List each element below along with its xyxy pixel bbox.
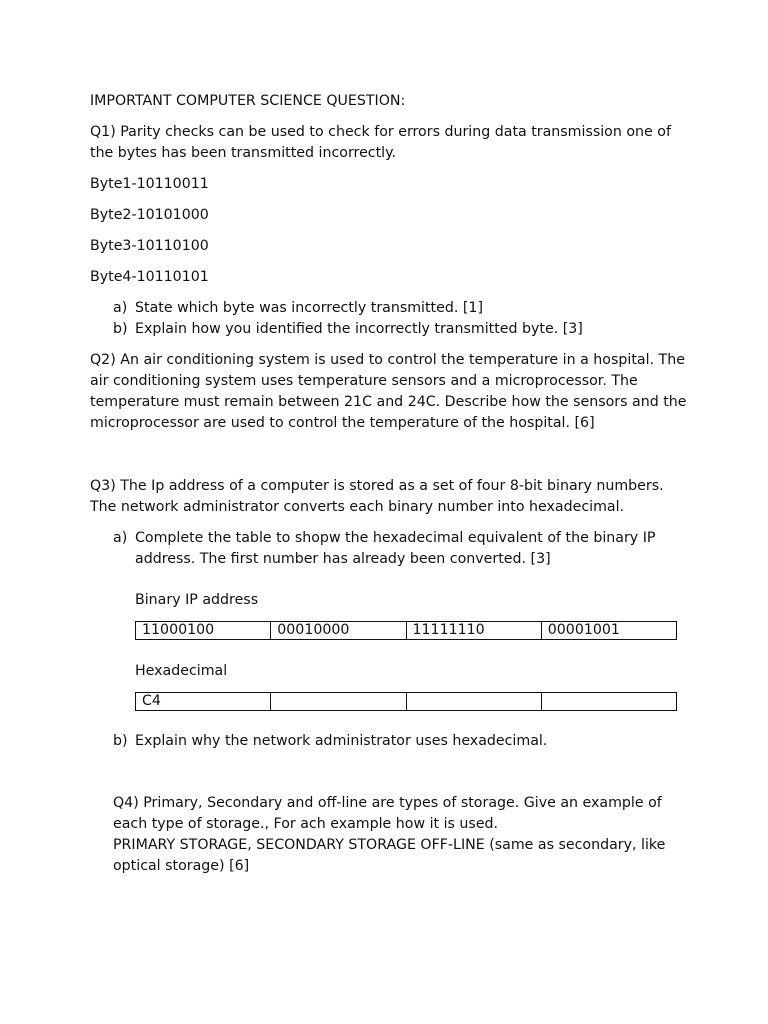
hex-cell-1[interactable]: C4 xyxy=(136,693,271,711)
q1-byte-2: Byte2-10101000 xyxy=(90,207,209,223)
q1-byte-4: Byte4-10110101 xyxy=(90,269,209,285)
q1-byte-1: Byte1-10110011 xyxy=(90,176,209,192)
q1-byte-3: Byte3-10110100 xyxy=(90,238,209,254)
q1-part-b xyxy=(90,319,690,340)
q4-text-2: PRIMARY STORAGE, SECONDARY STORAGE OFF-LINE (same as secondary, like optical storage) [6] xyxy=(113,837,666,874)
q3-text: Q3) The Ip address of a computer is stored as a set of four 8-bit binary numbers. The network administrator converts each binary number into hexadecimal. xyxy=(90,478,664,515)
q1-part-a xyxy=(90,298,690,319)
binary-cell-2: 00010000 xyxy=(271,622,406,640)
q1-part-b-text: Explain how you identified the incorrectly transmitted byte. [3] xyxy=(135,321,583,337)
document-page xyxy=(90,91,690,877)
hexadecimal-label: Hexadecimal xyxy=(135,663,228,679)
list-marker: b) xyxy=(113,733,128,749)
q3-part-b-text: Explain why the network administrator uses hexadecimal. xyxy=(135,733,548,749)
table-row xyxy=(136,622,677,640)
table-row xyxy=(136,693,677,711)
q3-part-b xyxy=(90,731,690,752)
document-title: IMPORTANT COMPUTER SCIENCE QUESTION: xyxy=(90,93,406,109)
list-marker: a) xyxy=(113,300,128,316)
q4-text: Q4) Primary, Secondary and off-line are types of storage. Give an example of each type of storage., For ach example how it is used. xyxy=(113,795,662,832)
hexadecimal-table xyxy=(135,692,677,711)
q1-part-a-text: State which byte was incorrectly transmitted. [1] xyxy=(135,300,483,316)
q3-part-a-text: Complete the table to shopw the hexadecimal equivalent of the binary IP address. The first number has already been converted. [3] xyxy=(135,530,656,567)
hex-cell-3[interactable] xyxy=(406,693,541,711)
hex-cell-4[interactable] xyxy=(541,693,676,711)
binary-ip-table xyxy=(135,621,677,640)
binary-cell-1: 11000100 xyxy=(136,622,271,640)
binary-cell-4: 00001001 xyxy=(541,622,676,640)
binary-cell-3: 11111110 xyxy=(406,622,541,640)
q2-text: Q2) An air conditioning system is used to control the temperature in a hospital. The air conditioning system uses temperature sensors and a microprocessor. The temperature must remain between 21C and 24C. Describe how the sensors and the microprocessor are used to control the temperature of the hospital. [6] xyxy=(90,352,687,431)
q1-text: Q1) Parity checks can be used to check for errors during data transmission one of the bytes has been transmitted incorrectly. xyxy=(90,124,671,161)
hex-cell-2[interactable] xyxy=(271,693,406,711)
q3-part-a xyxy=(90,528,690,570)
binary-ip-label: Binary IP address xyxy=(135,592,259,608)
list-marker: b) xyxy=(113,321,128,337)
list-marker: a) xyxy=(113,530,128,546)
